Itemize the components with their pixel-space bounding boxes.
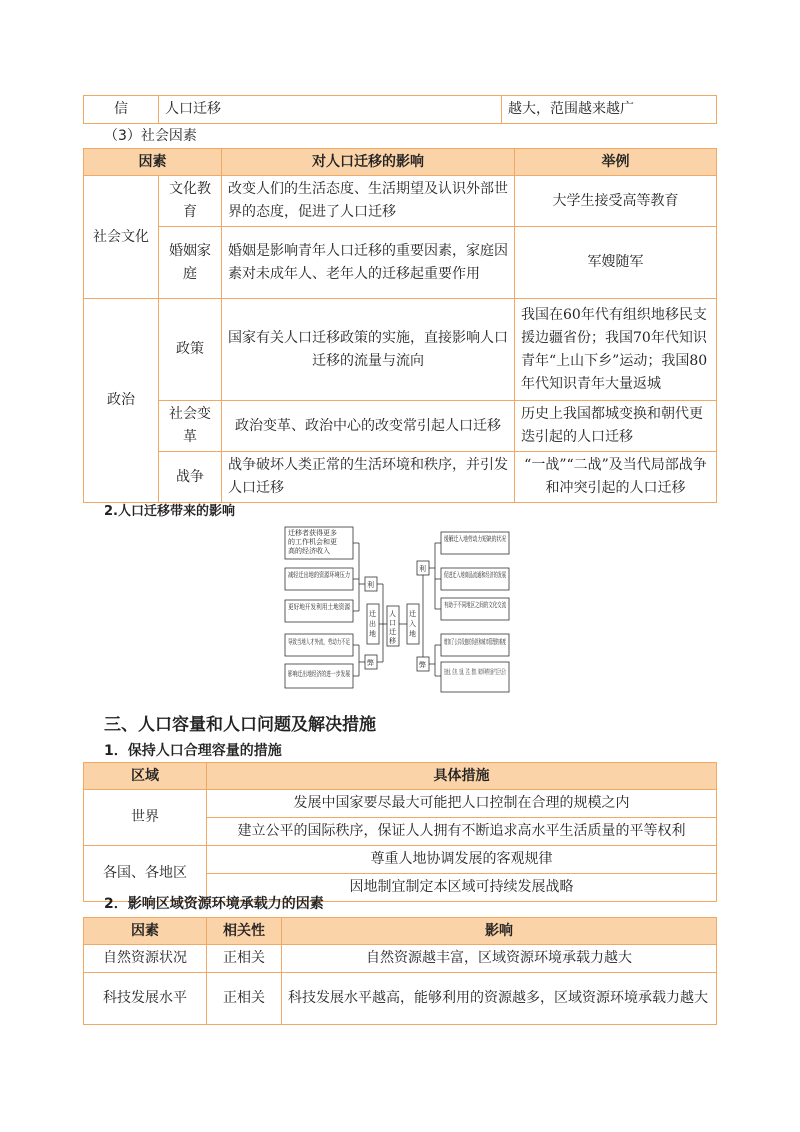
sub-factor: 政策 (159, 299, 222, 401)
example-cell: 历史上我国都城变换和朝代更迭引起的人口迁移 (515, 401, 717, 452)
effect-cell: 国家有关人口迁移政策的实施，直接影响人口迁移的流量与流向 (222, 299, 515, 401)
effect-cell: 战争破坏人类正常的生活环境和秩序，并引发人口迁移 (222, 452, 515, 503)
in-benefit-text: 促进迁入地商品流通和经济的发展 (444, 571, 549, 579)
svg-text:口: 口 (389, 619, 396, 627)
region-world: 世界 (84, 790, 207, 846)
effect-cell: 政治变革、政治中心的改变常引起人口迁移 (222, 401, 515, 452)
social-factors-table (83, 148, 717, 503)
measures-table (83, 762, 717, 902)
factor-cell: 自然资源状况 (84, 945, 207, 973)
out-benefit-text: 减轻迁出地的资源环境压力 (288, 571, 372, 579)
svg-text:弊: 弊 (419, 661, 426, 669)
in-harm-text (444, 637, 506, 646)
effect-cell: 婚姻是影响青年人口迁移的重要因素，家庭因素对未成年人、老年人的迁移起重要作用 (222, 227, 515, 299)
out-benefit-text: 更好地开发利用土地资源 (288, 603, 365, 611)
example-cell: 军嫂随军 (515, 227, 717, 299)
migration-impact-diagram (283, 524, 647, 696)
example-cell: 我国在60年代有组织地移民支援边疆省份；我国70年代知识青年“上山下乡”运动；我国80年代知识青年大量返城 (515, 299, 717, 401)
example-cell: “一战”“二战”及当代局部战争和冲突引起的人口迁移 (515, 452, 717, 503)
group-politics: 政治 (84, 299, 159, 503)
top-cell-3: 越大，范围越来越广 (502, 96, 717, 124)
header-factor: 因素 (84, 149, 222, 176)
top-cell-2: 人口迁移 (159, 96, 502, 124)
header-factor: 因素 (84, 918, 207, 945)
in-harm-text: 在就业、住房、交通、卫生、教育、城市环境等方面产生巨大压力 (444, 668, 647, 676)
svg-text:地: 地 (409, 630, 416, 638)
factor-cell: 科技发展水平 (84, 973, 207, 1025)
header-region: 区域 (84, 763, 207, 790)
sub-factor: 战争 (159, 452, 222, 503)
group-social-culture: 社会文化 (84, 176, 159, 299)
effect-cell: 改变人们的生活态度、生活期望及认识外部世界的态度，促进了人口迁移 (222, 176, 515, 227)
example-cell: 大学生接受高等教育 (515, 176, 717, 227)
correlation-cell: 正相关 (207, 945, 282, 973)
measure-item: 建立公平的国际秩序，保证人人拥有不断追求高水平生活质量的平等权利 (207, 818, 717, 846)
impact-cell: 科技发展水平越高，能够利用的资源越多，区域资源环境承载力越大 (282, 973, 717, 1025)
center-label: 人 (389, 610, 396, 618)
measure-item: 因地制宜制定本区域可持续发展战略 (207, 874, 717, 902)
header-measures: 具体措施 (207, 763, 717, 790)
out-harm-text: 影响迁出地经济的进一步发展 (288, 670, 379, 678)
svg-text:入: 入 (409, 620, 416, 628)
section3-title: 三、人口容量和人口问题及解决措施 (104, 715, 376, 735)
svg-text:弊: 弊 (367, 659, 374, 667)
correlation-cell: 正相关 (207, 973, 282, 1025)
measure-item: 尊重人地协调发展的客观规律 (207, 846, 717, 874)
out-benefit-text: 迁移者获得更多 (288, 529, 337, 537)
svg-text:地: 地 (369, 630, 376, 638)
svg-text:高的经济收入: 高的经济收入 (288, 547, 330, 555)
out-harm-text: 导致当地人才外流，劳动力不足 (288, 638, 386, 646)
sub-factor: 文化教育 (159, 176, 222, 227)
measures-title: 1．保持人口合理容量的措施 (104, 743, 282, 759)
social-factors-title: （3）社会因素 (104, 128, 197, 144)
header-correlation: 相关性 (207, 918, 282, 945)
impact-cell: 自然资源越丰富，区域资源环境承载力越大 (282, 945, 717, 973)
header-impact: 影响 (282, 918, 717, 945)
capacity-table (83, 917, 717, 1025)
out-label: 迁 (369, 610, 376, 618)
svg-text:出: 出 (369, 620, 376, 628)
sub-factor: 社会变革 (159, 401, 222, 452)
svg-text:利: 利 (419, 565, 426, 573)
svg-text:迁: 迁 (389, 628, 396, 636)
svg-text:移: 移 (389, 637, 396, 645)
svg-text:的工作机会和更: 的工作机会和更 (288, 538, 337, 546)
header-example: 举例 (515, 149, 717, 176)
region-local: 各国、各地区 (84, 846, 207, 902)
top-table (83, 95, 717, 124)
in-label: 迁 (409, 610, 416, 618)
top-cell-1: 信 (84, 96, 159, 124)
capacity-title: 2．影响区域资源环境承载力的因素 (104, 896, 324, 912)
svg-text:利: 利 (367, 581, 374, 589)
impact-title: 2.人口迁移带来的影响 (104, 504, 235, 519)
measure-item: 发展中国家要尽最大可能把人口控制在合理的规模之内 (207, 790, 717, 818)
in-benefit-text: 缓解迁入地劳动力短缺的状况 (444, 535, 535, 543)
sub-factor: 婚姻家庭 (159, 227, 222, 299)
header-effect: 对人口迁移的影响 (222, 149, 515, 176)
in-benefit-text: 有助于不同地区之间的文化交流 (444, 601, 542, 609)
